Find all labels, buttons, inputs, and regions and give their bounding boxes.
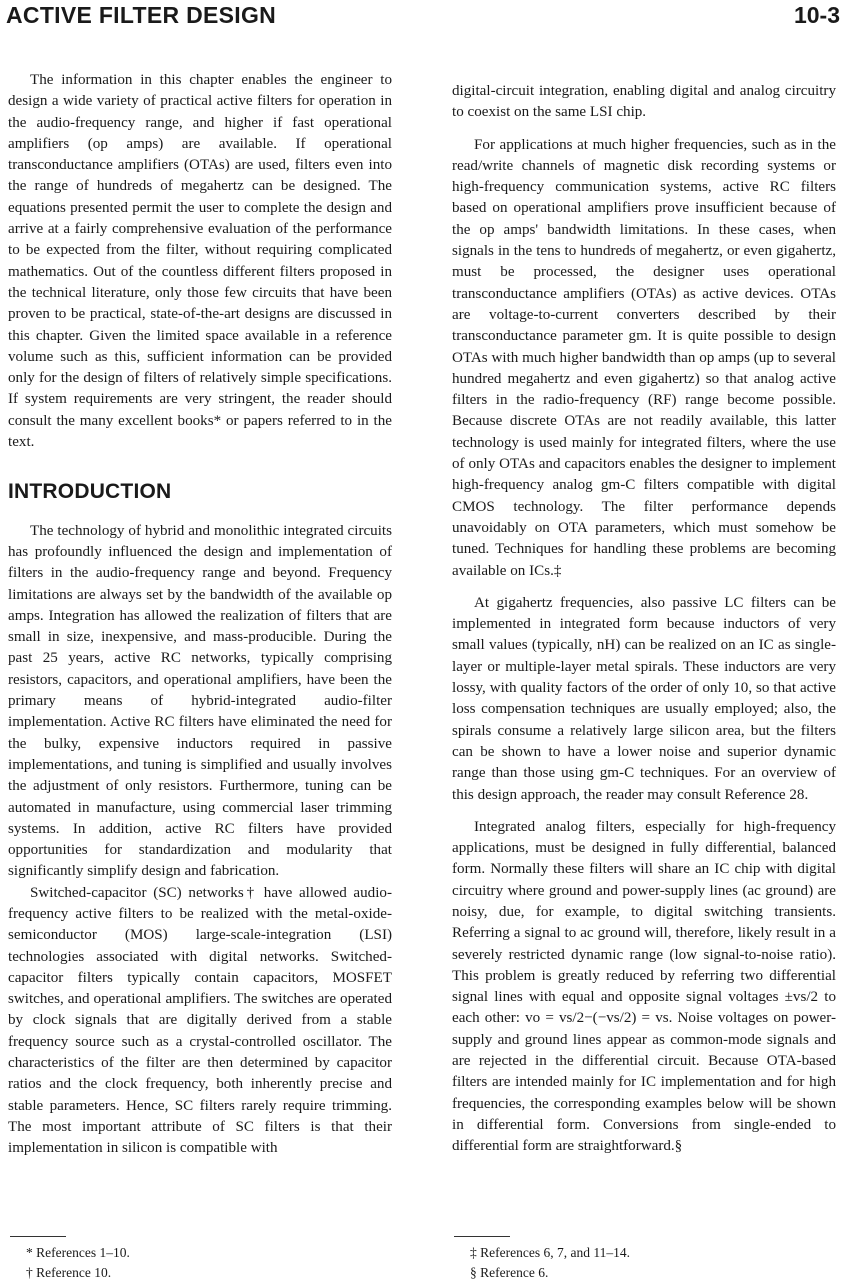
- paragraph: digital-circuit integration, enabling digital and analog circuitry to coexist on the same LSI chip.: [452, 83, 836, 121]
- right-column: [452, 81, 836, 1169]
- footnote: § Reference 6.: [470, 1265, 549, 1280]
- paragraph: The information in this chapter enables the engineer to design a wide variety of practical active filters for operation in the audio-frequency range, and higher if fast operational amplifiers (op amps) are available. If operational transconductance amplifiers (OTAs) are used, filters even into the range of hundreds of megahertz can be designed. The equations presented permit the user to complete the design and arrive at a fairly comprehensive evaluation of the performance to be expected from the filter, without requiring complicated mathematics. Out of the countless different filters proposed in the technical literature, only those few circuits that have been proven to be practical, state-of-the-art designs are discussed in this chapter. Given the limited space available in a reference volume such as this, sufficient information can be provided only for the design of filters of relatively simple specifications. If system requirements are very stringent, the reader should consult the many excellent books* or papers referred to in the text.: [8, 72, 392, 451]
- footnote: * References 1–10.: [26, 1245, 130, 1260]
- footnotes-left: [8, 1236, 392, 1283]
- chapter-title: ACTIVE FILTER DESIGN: [6, 2, 277, 28]
- footnote: ‡ References 6, 7, and 11–14.: [470, 1245, 630, 1260]
- footnotes-right: [452, 1236, 836, 1283]
- paragraph: For applications at much higher frequencies, such as in the read/write channels of magnetic disk recording systems or high-frequency communication systems, active RC filters based on operational amplifiers prove insufficient because of the op amps' bandwidth limitations. In these cases, when signals in the tens to hundreds of megahertz, or even gigahertz, must be processed, the designer uses operational transconductance amplifiers (OTAs) as active devices. OTAs are voltage-to-current converters described by their transconductance parameter gm. It is quite possible to design OTAs with much higher bandwidth than op amps (up to several hundred megahertz and even gigahertz) so that analog active filters in the radio-frequency (RF) range become possible. Because discrete OTAs are not readily available, this latter technology is used mainly for integrated filters, where the use of only OTAs and capacitors enables the designer to implement high-frequency analog gm-C filters compatible with digital CMOS technology. The filter performance depends unavoidably on OTA parameters, which must somehow be tuned. Techniques for handling these problems are becoming available on ICs.‡: [452, 136, 836, 579]
- paragraph: Integrated analog filters, especially for high-frequency applications, must be designed in fully differential, balanced form. Normally these filters will share an IC chip with digital circuitry where ground and power-supply lines (ac ground) are noisy, due, for example, to digital switching transients. Referring a signal to ac ground will, therefore, likely result in a severely restricted dynamic range (low signal-to-noise ratio). This problem is greatly reduced by referring two differential signal lines with equal and opposite signal voltages ±vs/2 to each other: vo = vs/2−(−vs/2) = vs. Noise voltages on power-supply and ground lines appear as common-mode signals and are rejected in the differential circuit. Because OTA-based filters are intended mainly for IC implementation and for high frequencies, the corresponding examples below will be shown in differential form. Conversions from single-ended to differential form are straightforward.§: [452, 818, 836, 1155]
- paragraph: At gigahertz frequencies, also passive LC filters can be implemented in integrated form because inductors of very small values (typically, nH) can be realized on an IC as single-layer or multiple-layer metal spirals. These inductors are very lossy, with quality factors of the order of only 10, so that active loss compensation techniques are usually employed; also, the spirals consume a relatively large silicon area, but the filters can be shown to have a lower noise and superior dynamic range than those using gm-C techniques. For an overview of this design approach, the reader may consult Reference 28.: [452, 594, 836, 803]
- paragraph: Switched-capacitor (SC) networks† have allowed audio-frequency active filters to be realized with the metal-oxide-semiconductor (MOS) large-scale-integration (LSI) technologies associated with digital networks. Switched-capacitor filters typically contain capacitors, MOSFET switches, and operational amplifiers. The switches are operated by clock signals that are digitally derived from a stable frequency source such as a crystal-controlled oscillator. The characteristics of the filter are then determined by capacitor ratios and the clock frequency, both inherently precise and stable parameters. Hence, SC filters rarely require trimming. The most important attribute of SC filters is that their implementation in silicon is compatible with: [8, 884, 392, 1157]
- section-heading-introduction: INTRODUCTION: [8, 480, 172, 504]
- footnote-rule: [454, 1236, 510, 1237]
- footnote: † Reference 10.: [26, 1265, 112, 1280]
- page-header: [0, 0, 846, 40]
- paragraph: The technology of hybrid and monolithic integrated circuits has profoundly influenced the design and implementation of filters in the audio-frequency range and beyond. Frequency limitations are always set by the bandwidth of the available op amps. Integration has allowed the realization of filters that are small in size, inexpensive, and mass-producible. During the past 25 years, active RC networks, typically comprising resistors, capacitors, and operational amplifiers, have been the primary means of hybrid-integrated audio-filter implementation. Active RC filters have eliminated the need for the bulky, expensive inductors required in passive implementations, and tuning is simplified and usually involves the adjustment of only resistors. Furthermore, tuning can be automated in manufacture, using commercial laser trimming systems. In addition, active RC filters have provided opportunities for standardization and modularity that significantly simplify design and fabrication.: [8, 522, 392, 880]
- left-column: [8, 70, 392, 1171]
- footnote-rule: [10, 1236, 66, 1237]
- page-number: 10-3: [793, 2, 840, 28]
